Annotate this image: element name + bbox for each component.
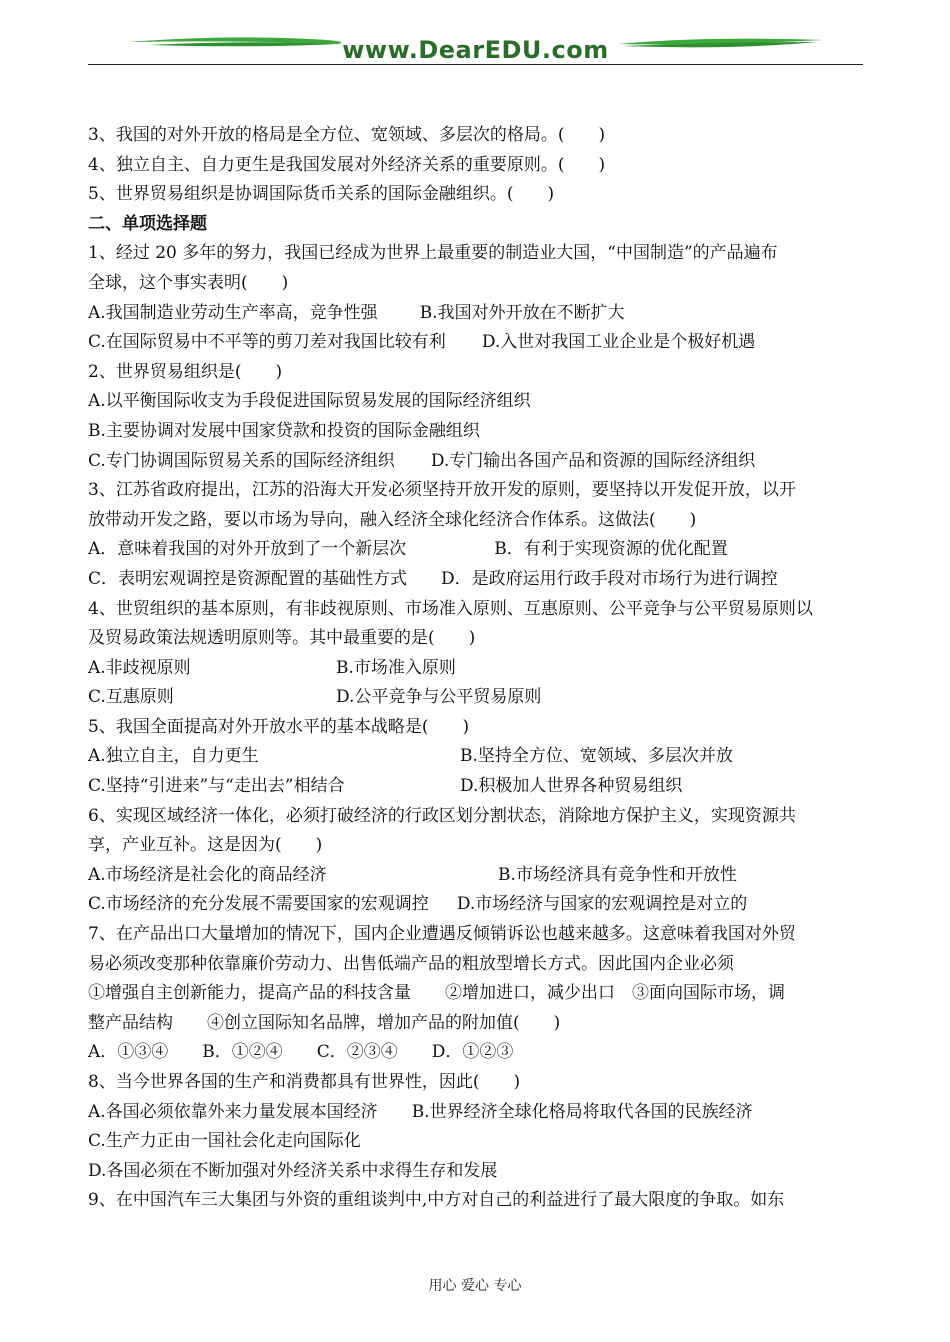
- document-body: [88, 121, 868, 1216]
- text-line: 8、当今世界各国的生产和消费都具有世界性，因此( ): [88, 1072, 521, 1092]
- text-line: 6、实现区域经济一体化，必须打破经济的行政区划分割状态，消除地方保护主义，实现资源共: [88, 805, 796, 826]
- option-text: C.互惠原则: [88, 687, 174, 708]
- text-line: A．①③④ B．①②④ C．②③④ D．①②③: [88, 1042, 514, 1063]
- text-line: 4、独立自主、自力更生是我国发展对外经济关系的重要原则。( ): [88, 154, 606, 175]
- option-text: B.我国对外开放在不断扩大: [419, 302, 625, 323]
- option-text: D.入世对我国工业企业是个极好机遇: [481, 332, 756, 353]
- option-text: D.市场经济与国家的宏观调控是对立的: [456, 894, 748, 915]
- text-line: [88, 299, 868, 329]
- option-text: A.市场经济是社会化的商品经济: [88, 864, 327, 885]
- header-divider: [88, 64, 863, 65]
- text-line: ①增强自主创新能力，提高产品的科技含量 ②增加进口，减少出口 ③面向国际市场，调: [88, 983, 785, 1004]
- option-text: C.坚持“引进来”与“走出去”相结合: [88, 776, 345, 797]
- text-line: 5、我国全面提高对外开放水平的基本战略是( ): [88, 716, 470, 737]
- text-line: 5、世界贸易组织是协调国际货币关系的国际金融组织。( ): [88, 184, 555, 205]
- text-line: A.以平衡国际收支为手段促进国际贸易发展的国际经济组织: [88, 391, 531, 412]
- text-line: 易必须改变那种依靠廉价劳动力、出售低端产品的粗放型增长方式。因此国内企业必须: [88, 953, 734, 974]
- option-text: A.我国制造业劳动生产率高，竞争性强: [88, 302, 378, 323]
- option-text: A.非歧视原则: [88, 657, 191, 678]
- text-line: [88, 861, 868, 891]
- text-line: 9、在中国汽车三大集团与外资的重组谈判中,中方对自己的利益进行了最大限度的争取。如东: [88, 1190, 785, 1211]
- option-text: A.独立自主，自力更生: [88, 746, 259, 767]
- text-line: 享，产业互补。这是因为( ): [88, 835, 323, 856]
- site-logo: www.DearEDU.com: [342, 36, 609, 64]
- text-line: B.主要协调对发展中国家贷款和投资的国际金融组织: [88, 420, 480, 441]
- text-line: [88, 565, 868, 595]
- text-line: [88, 654, 868, 684]
- text-line: 3、江苏省政府提出，江苏的沿海大开发必须坚持开放开发的原则，要坚持以开发促开放，以开: [88, 480, 796, 501]
- option-text: A．意味着我国的对外开放到了一个新层次: [88, 539, 407, 560]
- option-text: C．表明宏观调控是资源配置的基础性方式: [88, 568, 408, 589]
- text-line: [88, 683, 868, 713]
- text-line: D.各国必须在不断加强对外经济关系中求得生存和发展: [88, 1160, 498, 1181]
- text-line: C.生产力正由一国社会化走向国际化: [88, 1131, 361, 1152]
- text-line: [88, 772, 868, 802]
- text-line: 7、在产品出口大量增加的情况下，国内企业遭遇反倾销诉讼也越来越多。这意味着我国对外贸: [88, 924, 796, 945]
- option-text: D.积极加人世界各种贸易组织: [460, 776, 683, 797]
- text-line: 1、经过 20 多年的努力，我国已经成为世界上最重要的制造业大国，“中国制造”的产品遍布: [88, 243, 778, 264]
- text-line: [88, 447, 868, 477]
- option-text: B.市场准入原则: [336, 657, 456, 678]
- option-text: A.各国必须依靠外来力量发展本国经济: [88, 1101, 378, 1122]
- option-text: B．有利于实现资源的优化配置: [494, 539, 728, 560]
- option-text: C.在国际贸易中不平等的剪刀差对我国比较有利: [88, 332, 446, 353]
- text-line: 2、世界贸易组织是( ): [88, 361, 283, 382]
- text-line: [88, 742, 868, 772]
- text-line: [88, 328, 868, 358]
- section-heading: 二、单项选择题: [88, 213, 207, 234]
- text-line: [88, 535, 868, 565]
- text-line: 及贸易政策法规透明原则等。其中最重要的是( ): [88, 628, 476, 649]
- text-line: 整产品结构 ④创立国际知名品牌，增加产品的附加值( ): [88, 1012, 561, 1033]
- option-text: C.市场经济的充分发展不需要国家的宏观调控: [88, 894, 429, 915]
- text-line: [88, 1098, 868, 1128]
- page-footer: 用心 爱心 专心: [428, 1278, 522, 1294]
- page-header: [88, 28, 863, 80]
- text-line: 4、世贸组织的基本原则，有非歧视原则、市场准入原则、互惠原则、公平竞争与公平贸易原则以: [88, 598, 813, 619]
- option-text: B.市场经济具有竞争性和开放性: [498, 864, 737, 885]
- text-line: 放带动开发之路，要以市场为导向，融入经济全球化经济合作体系。这做法( ): [88, 509, 697, 530]
- option-text: C.专门协调国际贸易关系的国际经济组织: [88, 450, 395, 471]
- text-line: [88, 890, 868, 920]
- option-text: D．是政府运用行政手段对市场行为进行调控: [441, 568, 778, 589]
- option-text: D.公平竞争与公平贸易原则: [336, 687, 542, 708]
- option-text: B.坚持全方位、宽领域、多层次并放: [460, 746, 733, 767]
- option-text: B.世界经济全球化格局将取代各国的民族经济: [411, 1101, 753, 1122]
- option-text: D.专门输出各国产品和资源的国际经济组织: [430, 450, 756, 471]
- text-line: 3、我国的对外开放的格局是全方位、宽领域、多层次的格局。( ): [88, 125, 606, 145]
- text-line: 全球，这个事实表明( ): [88, 272, 289, 293]
